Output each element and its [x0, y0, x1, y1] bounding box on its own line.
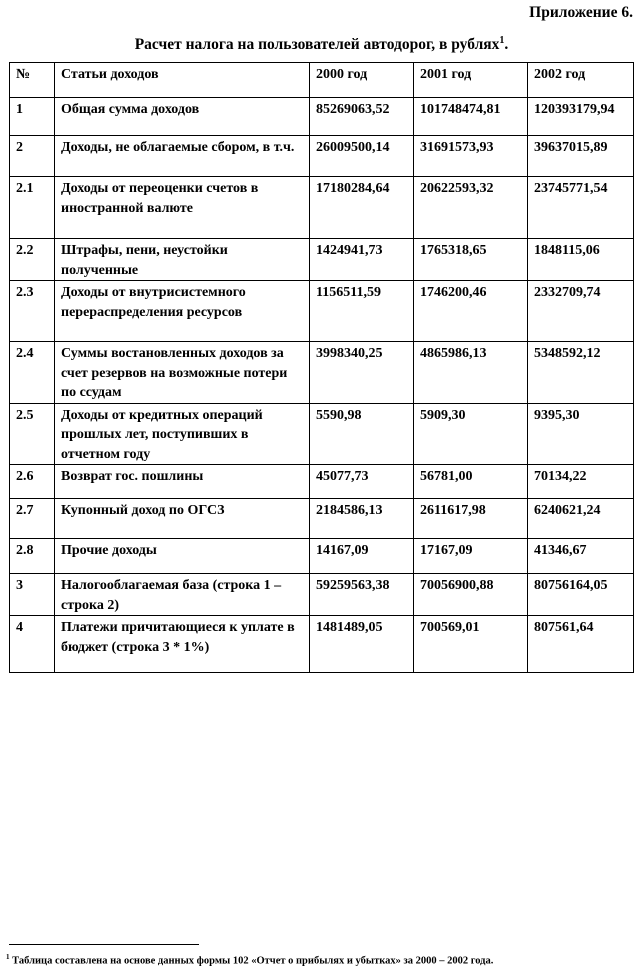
value-2001-cell: 31691573,93 [414, 136, 528, 177]
value-2002-cell: 70134,22 [528, 465, 634, 499]
row-number-cell: 2.4 [10, 342, 55, 404]
value-2002-cell: 5348592,12 [528, 342, 634, 404]
row-number-cell: 2.8 [10, 539, 55, 574]
value-2000-cell: 17180284,64 [310, 177, 414, 239]
table-row [10, 281, 634, 342]
appendix-label: Приложение 6. [529, 4, 633, 21]
value-2000-cell: 3998340,25 [310, 342, 414, 404]
row-item-cell: Доходы от кредитных операций прошлых лет, поступивших в отчетном году [55, 403, 310, 465]
value-2001-cell: 101748474,81 [414, 98, 528, 136]
table-row [10, 239, 634, 281]
value-2002-cell: 23745771,54 [528, 177, 634, 239]
table-row [10, 136, 634, 177]
row-number-cell: 2.1 [10, 177, 55, 239]
table-row [10, 539, 634, 574]
title-period: . [504, 36, 509, 53]
row-item-cell: Суммы востановленных доходов за счет резервов на возможные потери по ссудам [55, 342, 310, 404]
value-2001-cell: 56781,00 [414, 465, 528, 499]
row-item-cell: Штрафы, пени, неустойки полученные [55, 239, 310, 281]
row-item-cell: Купонный доход по ОГСЗ [55, 499, 310, 539]
row-item-cell: Прочие доходы [55, 539, 310, 574]
document-title [0, 36, 643, 54]
title-text: Расчет налога на пользователей автодорог, в рублях [134, 36, 500, 53]
value-2000-cell: 1481489,05 [310, 616, 414, 673]
footnote-divider [9, 944, 199, 945]
value-2002-cell: 6240621,24 [528, 499, 634, 539]
value-2002-cell: 39637015,89 [528, 136, 634, 177]
value-2002-cell: 2332709,74 [528, 281, 634, 342]
value-2000-cell: 45077,73 [310, 465, 414, 499]
value-2001-cell: 1746200,46 [414, 281, 528, 342]
value-2001-cell: 5909,30 [414, 403, 528, 465]
value-2001-cell: 2611617,98 [414, 499, 528, 539]
footnote-mark: 1 [6, 953, 10, 961]
row-number-cell: 2.5 [10, 403, 55, 465]
value-2001-cell: 70056900,88 [414, 574, 528, 616]
table-row [10, 342, 634, 404]
value-2001-cell: 4865986,13 [414, 342, 528, 404]
value-2002-cell: 80756164,05 [528, 574, 634, 616]
value-2002-cell: 9395,30 [528, 403, 634, 465]
table-row [10, 98, 634, 136]
value-2001-cell: 700569,01 [414, 616, 528, 673]
value-2001-cell: 17167,09 [414, 539, 528, 574]
table-row [10, 403, 634, 465]
header-2001: 2001 год [414, 63, 528, 98]
row-item-cell: Платежи причитающиеся к уплате в бюджет (строка 3 * 1%) [55, 616, 310, 673]
table-row [10, 177, 634, 239]
row-number-cell: 2.6 [10, 465, 55, 499]
tax-table [9, 62, 634, 673]
table-header-row [10, 63, 634, 98]
header-2000: 2000 год [310, 63, 414, 98]
table-row [10, 499, 634, 539]
value-2000-cell: 2184586,13 [310, 499, 414, 539]
value-2002-cell: 120393179,94 [528, 98, 634, 136]
value-2001-cell: 20622593,32 [414, 177, 528, 239]
value-2000-cell: 85269063,52 [310, 98, 414, 136]
value-2002-cell: 807561,64 [528, 616, 634, 673]
row-number-cell: 3 [10, 574, 55, 616]
table-row [10, 465, 634, 499]
value-2001-cell: 1765318,65 [414, 239, 528, 281]
row-number-cell: 2 [10, 136, 55, 177]
header-2002: 2002 год [528, 63, 634, 98]
row-item-cell: Доходы от внутрисистемного перераспределения ресурсов [55, 281, 310, 342]
row-number-cell: 1 [10, 98, 55, 136]
table-row [10, 616, 634, 673]
value-2002-cell: 41346,67 [528, 539, 634, 574]
footnote [6, 953, 638, 967]
row-item-cell: Доходы, не облагаемые сбором, в т.ч. [55, 136, 310, 177]
value-2002-cell: 1848115,06 [528, 239, 634, 281]
value-2000-cell: 14167,09 [310, 539, 414, 574]
footnote-text: Таблица составлена на основе данных формы 102 «Отчет о прибылях и убытках» за 2000 – 2002 года. [9, 955, 494, 967]
title-footnote-mark: 1 [499, 34, 505, 46]
header-item: Статьи доходов [55, 63, 310, 98]
header-number: № [10, 63, 55, 98]
value-2000-cell: 1424941,73 [310, 239, 414, 281]
row-item-cell: Налогооблагаемая база (строка 1 – строка 2) [55, 574, 310, 616]
value-2000-cell: 1156511,59 [310, 281, 414, 342]
row-item-cell: Доходы от переоценки счетов в иностранной валюте [55, 177, 310, 239]
table-row [10, 574, 634, 616]
row-number-cell: 4 [10, 616, 55, 673]
row-item-cell: Общая сумма доходов [55, 98, 310, 136]
row-number-cell: 2.2 [10, 239, 55, 281]
row-number-cell: 2.7 [10, 499, 55, 539]
row-number-cell: 2.3 [10, 281, 55, 342]
row-item-cell: Возврат гос. пошлины [55, 465, 310, 499]
value-2000-cell: 5590,98 [310, 403, 414, 465]
value-2000-cell: 26009500,14 [310, 136, 414, 177]
value-2000-cell: 59259563,38 [310, 574, 414, 616]
